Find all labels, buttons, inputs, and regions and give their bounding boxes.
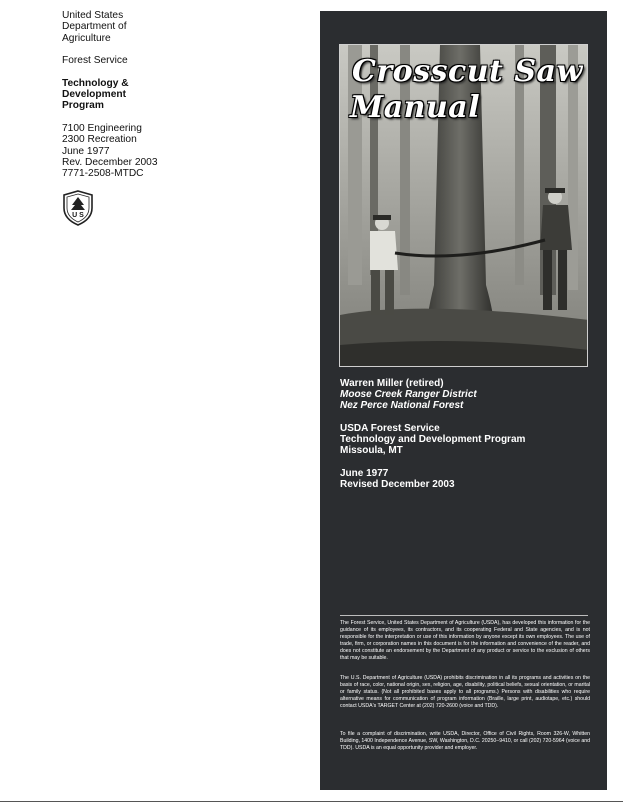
- usfs-shield-icon: [61, 190, 95, 226]
- divider-line: [340, 615, 588, 616]
- document-codes: 7100 Engineering 2300 Recreation June 1977 Rev. December 2003 7771-2508-MTDC: [62, 122, 158, 180]
- author-block: [340, 378, 477, 412]
- service-name: Forest Service: [62, 55, 128, 67]
- author-name: Warren Miller (retired): [340, 378, 444, 389]
- program-name: Technology & Development Program: [62, 77, 129, 112]
- department-name: United States Department of Agriculture: [62, 10, 127, 44]
- organization-block: USDA Forest Service Technology and Development Program Missoula, MT: [340, 423, 526, 457]
- svg-text:U S: U S: [72, 212, 84, 219]
- author-forest: Nez Perce National Forest: [340, 400, 464, 412]
- disclaimer-paragraph-3: To file a complaint of discrimination, write USDA, Director, Office of Civil Rights, Room 326-W, Whitten Building, 1400 Independence Avenue, SW, Washington, D.C. 20250–9410, or call (202) 720-5964 (voice and TDD). USDA is an equal opportunity provider and employer.: [340, 731, 590, 751]
- cover-title-line1: Crosscut Saw: [352, 54, 583, 89]
- cover-title-line2: Manual: [350, 90, 481, 125]
- author-district: Moose Creek Ranger District: [340, 389, 477, 401]
- page-bottom-rule: [0, 801, 623, 802]
- disclaimer-paragraph-1: The Forest Service, United States Department of Agriculture (USDA), has developed this information for the guidance of its employees, its contractors, and its cooperating Federal and State agencies, and is not responsible for the interpretation or use of this information by anyone except its own employees. The use of trade, firm, or corporation names in this document is for the information and convenience of the reader, and does not constitute an endorsement by the Department of any product or service to the exclusion of others that may be suitable.: [340, 620, 590, 661]
- date-block: June 1977 Revised December 2003: [340, 468, 455, 491]
- disclaimer-paragraph-2: The U.S. Department of Agriculture (USDA) prohibits discrimination in all its programs and activities on the basis of race, color, national origin, sex, religion, age, disability, political beliefs, sexual orientation, or marital or family status. (Not all prohibited bases apply to all programs.) Persons with disabilities who require alternative means for communication of program information (Braille, large print, audiotape, etc.) should contact USDA's TARGET Center at (202) 720-2600 (voice and TDD).: [340, 675, 590, 709]
- agency-info: [62, 10, 312, 191]
